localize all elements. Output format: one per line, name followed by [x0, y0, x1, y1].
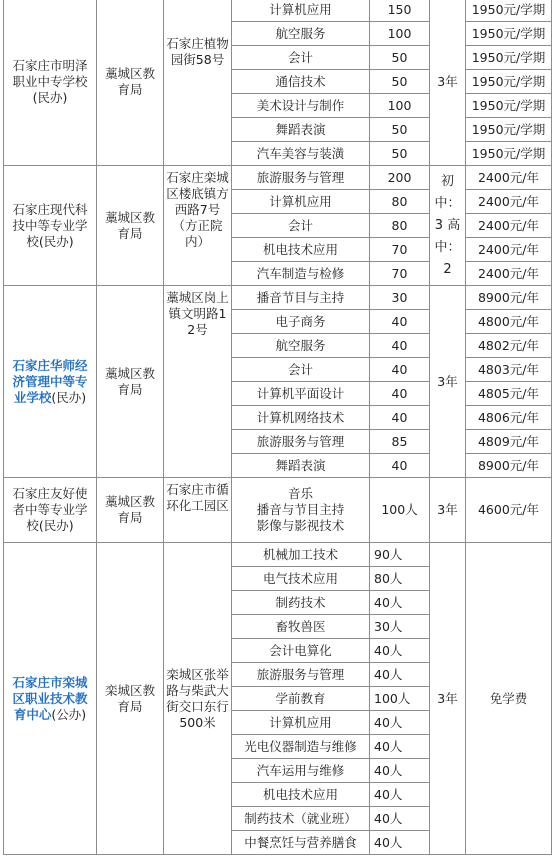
major-name: 会计	[232, 358, 370, 382]
enroll-cell: 200	[370, 166, 430, 190]
major-name: 电子商务	[232, 310, 370, 334]
fee-cell: 4805元/年	[466, 382, 552, 406]
enroll-cell: 40人	[370, 639, 430, 663]
fee-cell: 4809元/年	[466, 430, 552, 454]
fee-cell: 1950元/学期	[466, 118, 552, 142]
fee-cell: 免学费	[466, 543, 552, 855]
major-name: 会计	[232, 214, 370, 238]
enroll-cell: 40	[370, 334, 430, 358]
school-name-cell	[4, 0, 97, 166]
enroll-cell: 50	[370, 46, 430, 70]
major-name: 机电技术应用	[232, 783, 370, 807]
fee-cell: 2400元/年	[466, 238, 552, 262]
address-cell: 石家庄栾城区楼底镇方西路7号（方正院内）	[164, 166, 232, 286]
major-name: 音乐	[287, 486, 313, 501]
enroll-cell: 40人	[370, 591, 430, 615]
enroll-cell: 150	[370, 0, 430, 22]
table-row	[4, 286, 552, 310]
fee-cell: 1950元/学期	[466, 0, 552, 22]
table-row	[4, 0, 552, 22]
enroll-cell: 85	[370, 430, 430, 454]
authority-cell: 栾城区教育局	[97, 543, 164, 855]
school-type: (公办)	[51, 706, 87, 722]
major-name: 计算机网络技术	[232, 406, 370, 430]
fee-cell: 8900元/年	[466, 286, 552, 310]
enroll-cell: 70	[370, 262, 430, 286]
enroll-cell: 30人	[370, 615, 430, 639]
major-name: 电气技术应用	[232, 567, 370, 591]
authority-cell: 藁城区教育局	[97, 0, 164, 166]
major-name: 汽车运用与维修	[232, 759, 370, 783]
school-name: 石家庄友好使者中等专业学校	[12, 486, 88, 533]
enroll-cell: 40人	[370, 663, 430, 687]
duration-cell: 3年	[430, 0, 466, 166]
major-name: 畜牧兽医	[232, 615, 370, 639]
major-name: 舞蹈表演	[232, 118, 370, 142]
major-name: 汽车美容与装潢	[232, 142, 370, 166]
major-name: 旅游服务与管理	[232, 166, 370, 190]
fee-cell: 2400元/年	[466, 214, 552, 238]
major-name: 制药技术	[232, 591, 370, 615]
enroll-cell: 40人	[370, 831, 430, 855]
enroll-cell: 40人	[370, 735, 430, 759]
table-row	[4, 478, 552, 543]
enroll-cell: 50	[370, 142, 430, 166]
major-name: 机电技术应用	[232, 238, 370, 262]
major-name: 中餐烹饪与营养膳食	[232, 831, 370, 855]
table-row	[4, 166, 552, 190]
table-body	[4, 0, 552, 855]
major-name: 汽车制造与检修	[232, 262, 370, 286]
major-name: 播音节目与主持	[232, 286, 370, 310]
address-cell: 石家庄植物园街58号	[164, 0, 232, 166]
major-name: 播音与节目主持	[256, 502, 345, 517]
school-name-cell	[4, 166, 97, 286]
major-name: 舞蹈表演	[232, 454, 370, 478]
fee-cell: 4803元/年	[466, 358, 552, 382]
major-name: 制药技术（就业班）	[232, 807, 370, 831]
major-name: 旅游服务与管理	[232, 663, 370, 687]
school-name-cell	[4, 543, 97, 855]
major-name: 光电仪器制造与维修	[232, 735, 370, 759]
enroll-cell: 40	[370, 406, 430, 430]
table-row	[4, 543, 552, 567]
enroll-cell: 50	[370, 118, 430, 142]
enrollment-table	[3, 0, 552, 855]
school-name: 石家庄华师经济管理中等专业学校	[12, 357, 88, 405]
fee-cell: 1950元/学期	[466, 22, 552, 46]
fee-cell: 4600元/年	[466, 478, 552, 543]
major-name: 通信技术	[232, 70, 370, 94]
enroll-cell: 40人	[370, 759, 430, 783]
school-type: (民办)	[51, 389, 87, 405]
enroll-cell: 100	[370, 94, 430, 118]
address-cell: 藁城区岗上镇文明路12号	[164, 286, 232, 478]
enroll-cell: 40	[370, 382, 430, 406]
fee-cell: 1950元/学期	[466, 46, 552, 70]
school-name-cell	[4, 286, 97, 478]
enroll-cell: 40人	[370, 807, 430, 831]
major-name: 航空服务	[232, 334, 370, 358]
fee-cell: 2400元/年	[466, 166, 552, 190]
major-name: 航空服务	[232, 22, 370, 46]
fee-cell: 4802元/年	[466, 334, 552, 358]
fee-cell: 4800元/年	[466, 310, 552, 334]
enroll-cell: 40	[370, 454, 430, 478]
fee-cell: 1950元/学期	[466, 70, 552, 94]
major-name: 美术设计与制作	[232, 94, 370, 118]
duration-cell: 3年	[430, 478, 466, 543]
school-type: (民办)	[38, 233, 74, 249]
enroll-cell: 40	[370, 310, 430, 334]
major-name: 计算机应用	[232, 190, 370, 214]
majors-list-cell	[232, 478, 370, 543]
fee-cell: 2400元/年	[466, 190, 552, 214]
fee-cell: 1950元/学期	[466, 142, 552, 166]
duration-cell: 初中：3 高中：2	[430, 166, 466, 286]
school-name: 石家庄现代科技中等专业学校	[12, 201, 88, 249]
major-name: 会计电算化	[232, 639, 370, 663]
enroll-cell: 80	[370, 214, 430, 238]
fee-cell: 8900元/年	[466, 454, 552, 478]
fee-cell: 4806元/年	[466, 406, 552, 430]
enroll-cell: 30	[370, 286, 430, 310]
authority-cell: 藁城区教育局	[97, 166, 164, 286]
enroll-cell: 80人	[370, 567, 430, 591]
fee-cell: 1950元/学期	[466, 94, 552, 118]
fee-cell: 2400元/年	[466, 262, 552, 286]
enroll-cell: 40人	[370, 783, 430, 807]
enroll-cell: 100人	[370, 687, 430, 711]
enroll-cell: 50	[370, 70, 430, 94]
major-name: 机械加工技术	[232, 543, 370, 567]
major-name: 会计	[232, 46, 370, 70]
enroll-cell: 100人	[370, 478, 430, 543]
major-name: 计算机应用	[232, 0, 370, 22]
authority-cell: 藁城区教育局	[97, 478, 164, 543]
major-name: 计算机平面设计	[232, 382, 370, 406]
enroll-cell: 90人	[370, 543, 430, 567]
address-cell: 栾城区张举路与柴武大街交口东行500米	[164, 543, 232, 855]
school-name-cell	[4, 478, 97, 543]
school-name: 石家庄市栾城区职业技术教育中心	[12, 674, 88, 722]
enroll-cell: 100	[370, 22, 430, 46]
major-name: 影像与影视技术	[256, 518, 345, 533]
major-name: 计算机应用	[232, 711, 370, 735]
enroll-cell: 70	[370, 238, 430, 262]
authority-cell: 藁城区教育局	[97, 286, 164, 478]
enroll-cell: 80	[370, 190, 430, 214]
enroll-cell: 40人	[370, 711, 430, 735]
major-name: 学前教育	[232, 687, 370, 711]
duration-cell: 3年	[430, 286, 466, 478]
enroll-cell: 40	[370, 358, 430, 382]
school-type: (民办)	[38, 518, 74, 533]
school-type: (民办)	[32, 89, 68, 105]
major-name: 旅游服务与管理	[232, 430, 370, 454]
address-cell: 石家庄市循环化工园区	[164, 478, 232, 543]
school-name: 石家庄市明泽职业中专学校	[12, 57, 88, 89]
duration-cell: 3年	[430, 543, 466, 855]
